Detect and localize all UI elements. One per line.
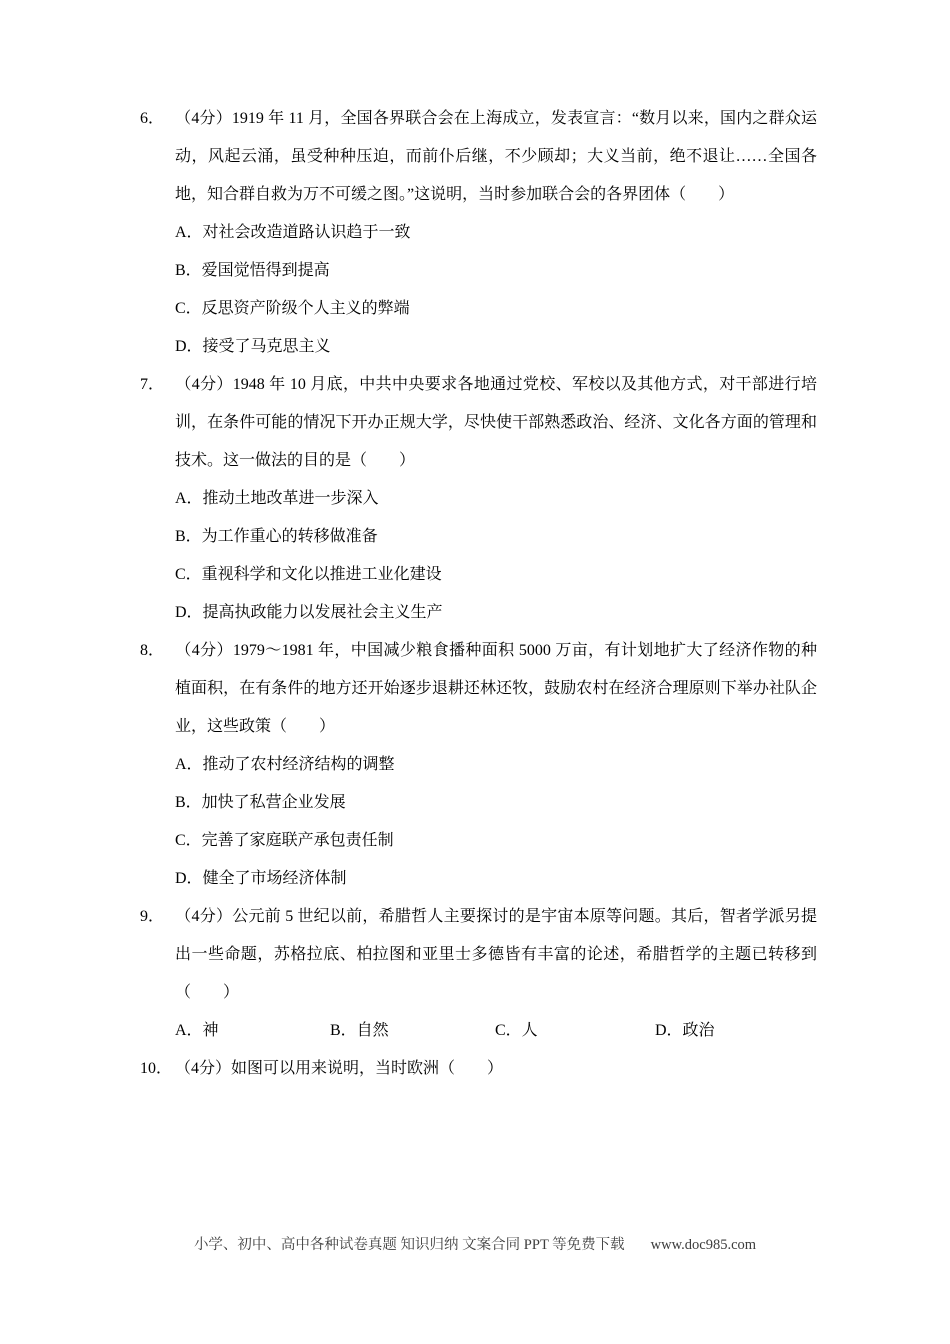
question-10-number: 10． xyxy=(140,1060,173,1077)
question-8-option-a: A．推动了农村经济结构的调整 xyxy=(175,756,395,773)
question-9-option-b: B．自然 xyxy=(330,1022,389,1039)
question-6-option-a: A．对社会改造道路认识趋于一致 xyxy=(175,224,411,241)
question-7-option-a: A．推动土地改革进一步深入 xyxy=(175,490,379,507)
question-7-number: 7． xyxy=(140,376,165,393)
question-6-option-c: C．反思资产阶级个人主义的弊端 xyxy=(175,300,410,317)
footer-website-text: www.doc985.com xyxy=(650,1237,757,1253)
question-9-stem xyxy=(140,898,817,1012)
question-8-option-d: D．健全了市场经济体制 xyxy=(175,870,347,887)
page-footer xyxy=(0,1234,950,1256)
question-7-option-d: D．提高执政能力以发展社会主义生产 xyxy=(175,604,443,621)
question-7-text: （4分）1948 年 10 月底，中共中央要求各地通过党校、军校以及其他方式，对干部进行培训，在条件可能的情况下开办正规大学，尽快使干部熟悉政治、经济、文化各方面的管理和技术。这一做法的目的是（ ） xyxy=(175,376,817,469)
question-8-option-b: B．加快了私营企业发展 xyxy=(175,794,346,811)
question-8-option-c: C．完善了家庭联产承包责任制 xyxy=(175,832,394,849)
question-9-option-d: D．政治 xyxy=(655,1022,715,1039)
question-6-stem xyxy=(140,100,817,214)
question-9-number: 9． xyxy=(140,908,165,925)
question-9-option-c: C．人 xyxy=(495,1022,538,1039)
question-7-stem xyxy=(140,366,817,480)
question-8-stem xyxy=(140,632,817,746)
question-9-option-a: A．神 xyxy=(175,1022,219,1039)
exam-questions-area xyxy=(140,100,817,1088)
question-10-stem xyxy=(140,1050,817,1088)
question-6-text: （4分）1919 年 11 月，全国各界联合会在上海成立，发表宣言：“数月以来，国内之群众运动，风起云涌，虽受种种压迫，而前仆后继，不少顾却；大义当前，绝不退让……全国各地，知合群自救为万不可缓之图。”这说明，当时参加联合会的各界团体（ ） xyxy=(175,110,817,203)
question-6-number: 6． xyxy=(140,110,165,127)
question-8-number: 8． xyxy=(140,642,165,659)
question-8-text: （4分）1979～1981 年，中国减少粮食播种面积 5000 万亩，有计划地扩大了经济作物的种植面积，在有条件的地方还开始逐步退耕还林还牧，鼓励农村在经济合理原则下举办社队企业，这些政策（ ） xyxy=(175,642,817,735)
question-7 xyxy=(140,366,817,632)
question-6-option-d: D．接受了马克思主义 xyxy=(175,338,331,355)
question-7-option-b: B．为工作重心的转移做准备 xyxy=(175,528,378,545)
question-8 xyxy=(140,632,817,898)
question-9 xyxy=(140,898,817,1050)
question-10 xyxy=(140,1050,817,1088)
question-6 xyxy=(140,100,817,366)
question-9-text: （4分）公元前 5 世纪以前，希腊哲人主要探讨的是宇宙本原等问题。其后，智者学派另提出一些命题，苏格拉底、柏拉图和亚里士多德皆有丰富的论述，希腊哲学的主题已转移到（ ） xyxy=(175,908,817,1001)
question-7-option-c: C．重视科学和文化以推进工业化建设 xyxy=(175,566,442,583)
question-9-options-row xyxy=(140,1012,817,1050)
footer-services-text: 小学、初中、高中各种试卷真题 知识归纳 文案合同 PPT 等免费下载 xyxy=(193,1237,625,1253)
question-10-text: （4分）如图可以用来说明，当时欧洲（ ） xyxy=(175,1060,504,1077)
question-6-option-b: B．爱国觉悟得到提高 xyxy=(175,262,330,279)
